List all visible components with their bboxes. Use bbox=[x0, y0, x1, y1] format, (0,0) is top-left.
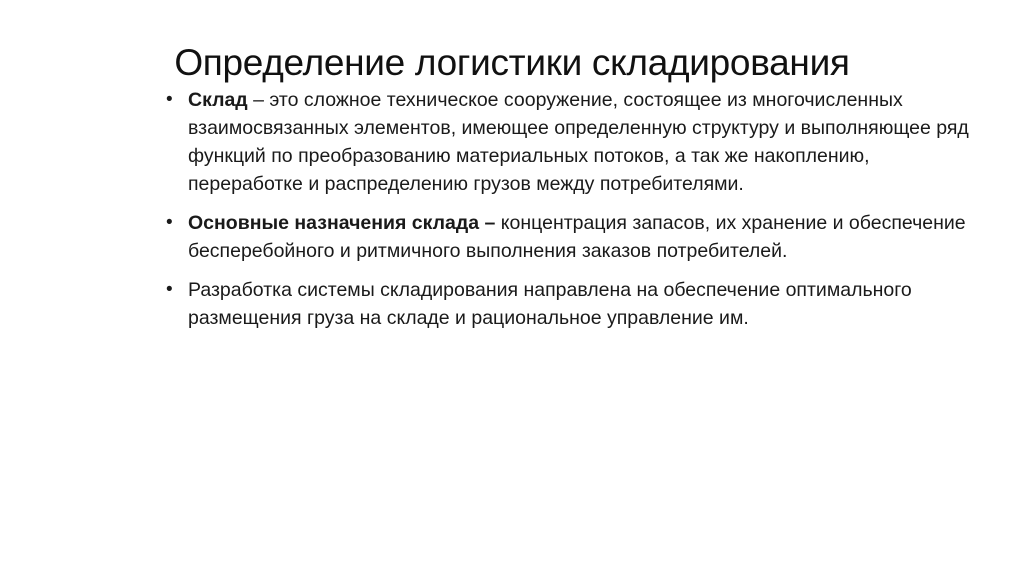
bullet-term: Склад bbox=[188, 89, 248, 111]
bullet-text: концентрация запасов, их хранение и обеспечение бесперебойного и ритмичного выполнения заказов потребителей. bbox=[188, 212, 966, 262]
bullet-text: – это сложное техническое сооружение, состоящее из многочисленных взаимосвязанных элементов, имеющее определенную структуру и выполняющее ряд функций по преобразованию материальных потоков, а так же накоплению, переработке и распределению грузов между потребителями. bbox=[188, 89, 969, 195]
bullet-dot-icon: • bbox=[166, 212, 173, 233]
bullet-dot-icon: • bbox=[166, 89, 173, 110]
slide-title: Определение логистики складирования bbox=[174, 41, 850, 83]
bullet-item-purpose bbox=[166, 209, 986, 265]
bullet-text: Разработка системы складирования направлена на обеспечение оптимального размещения груза на складе и рациональное управление им. bbox=[188, 279, 912, 329]
bullet-term: Основные назначения склада – bbox=[188, 212, 496, 234]
bullet-item-warehouse bbox=[166, 86, 986, 198]
bullet-dot-icon: • bbox=[166, 279, 173, 300]
bullet-item-system-development bbox=[166, 276, 986, 332]
bullet-list bbox=[166, 86, 986, 343]
